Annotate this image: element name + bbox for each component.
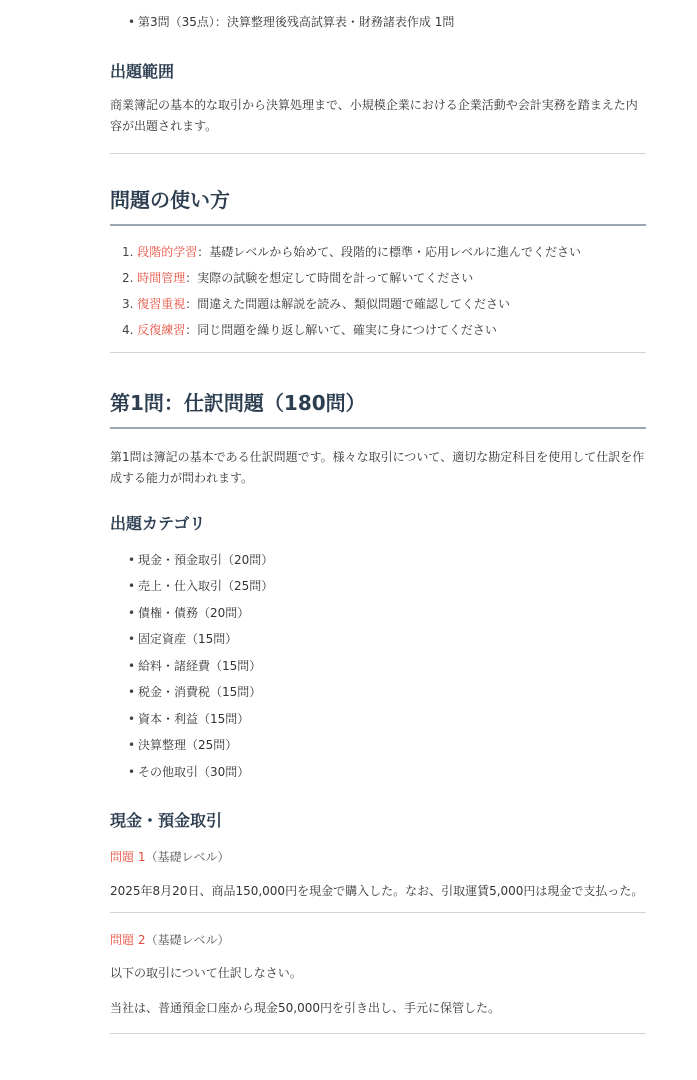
- exam-structure-list: [110, 9, 646, 36]
- question-text: 2025年8月20日、商品150,000円を現金で購入した。なお、引取運賃5,000円は現金で支払った。: [110, 884, 644, 898]
- categories-heading: 出題カテゴリ: [110, 513, 206, 533]
- category-item: • 資本・利益（15問）: [110, 706, 646, 733]
- divider: [110, 912, 646, 913]
- usage-desc: ：間違えた問題は解説を読み、類似問題で確認してください: [185, 296, 511, 311]
- category-item: • 売上・仕入取引（25問）: [110, 573, 646, 600]
- usage-desc: ：実際の試験を想定して時間を計って解いてください: [185, 270, 474, 285]
- question-header: [110, 930, 646, 950]
- question-number: 問題 2: [110, 933, 146, 947]
- question-level: （基礎レベル）: [145, 933, 230, 947]
- list-item: 3. 復習重視：間違えた問題は解説を読み、類似問題で確認してください: [122, 296, 511, 311]
- section1-heading: 第1問：仕訳問題（180問）: [110, 387, 646, 429]
- usage-term: 復習重視: [137, 296, 186, 311]
- category-item: • 現金・預金取引（20問）: [110, 547, 646, 574]
- usage-list: [110, 239, 646, 343]
- scope-text: 商業簿記の基本的な取引から決算処理まで、小規模企業における企業活動や会計実務を踏まえた内容が出題されます。: [110, 97, 638, 133]
- list-item: 4. 反復練習：同じ問題を繰り返し解いて、確実に身につけてください: [122, 322, 497, 337]
- question-number: 問題 1: [110, 850, 146, 864]
- category-item: • 給料・諸経費（15問）: [110, 653, 646, 680]
- category-item: • その他取引（30問）: [110, 759, 646, 786]
- list-item: 1. 段階的学習：基礎レベルから始めて、段階的に標準・応用レベルに進んでください: [122, 244, 582, 259]
- usage-desc: ：同じ問題を繰り返し解いて、確実に身につけてください: [185, 322, 497, 337]
- divider: [110, 1033, 646, 1034]
- category-item: • 決算整理（25問）: [110, 732, 646, 759]
- scope-heading: 出題範囲: [110, 61, 175, 81]
- section1-intro: 第1問は簿記の基本である仕訳問題です。様々な取引について、適切な勘定科目を使用して仕訳を作成する能力が問われます。: [110, 449, 645, 485]
- category-item: • 債権・債務（20問）: [110, 600, 646, 627]
- usage-term: 段階的学習: [137, 244, 198, 259]
- question-header: [110, 847, 646, 867]
- usage-term: 時間管理: [137, 270, 186, 285]
- cash-heading: 現金・預金取引: [110, 811, 223, 830]
- question-instruction: 以下の取引について仕訳しなさい。: [110, 966, 302, 980]
- divider: [110, 153, 646, 154]
- divider: [110, 352, 646, 353]
- usage-desc: ：基礎レベルから始めて、段階的に標準・応用レベルに進んでください: [197, 244, 582, 259]
- question-level: （基礎レベル）: [145, 850, 230, 864]
- content-column: [110, 0, 646, 1034]
- category-item: • 固定資産（15問）: [110, 626, 646, 653]
- usage-term: 反復練習: [137, 322, 186, 337]
- category-item: • 税金・消費税（15問）: [110, 679, 646, 706]
- categories-list: [110, 547, 646, 786]
- usage-heading: 問題の使い方: [110, 184, 646, 226]
- list-item: • 第3問（35点）：決算整理後残高試算表・財務諸表作成 1問: [110, 9, 646, 36]
- list-item: 2. 時間管理：実際の試験を想定して時間を計って解いてください: [122, 270, 474, 285]
- question-text: 当社は、普通預金口座から現金50,000円を引き出し、手元に保管した。: [110, 1001, 500, 1015]
